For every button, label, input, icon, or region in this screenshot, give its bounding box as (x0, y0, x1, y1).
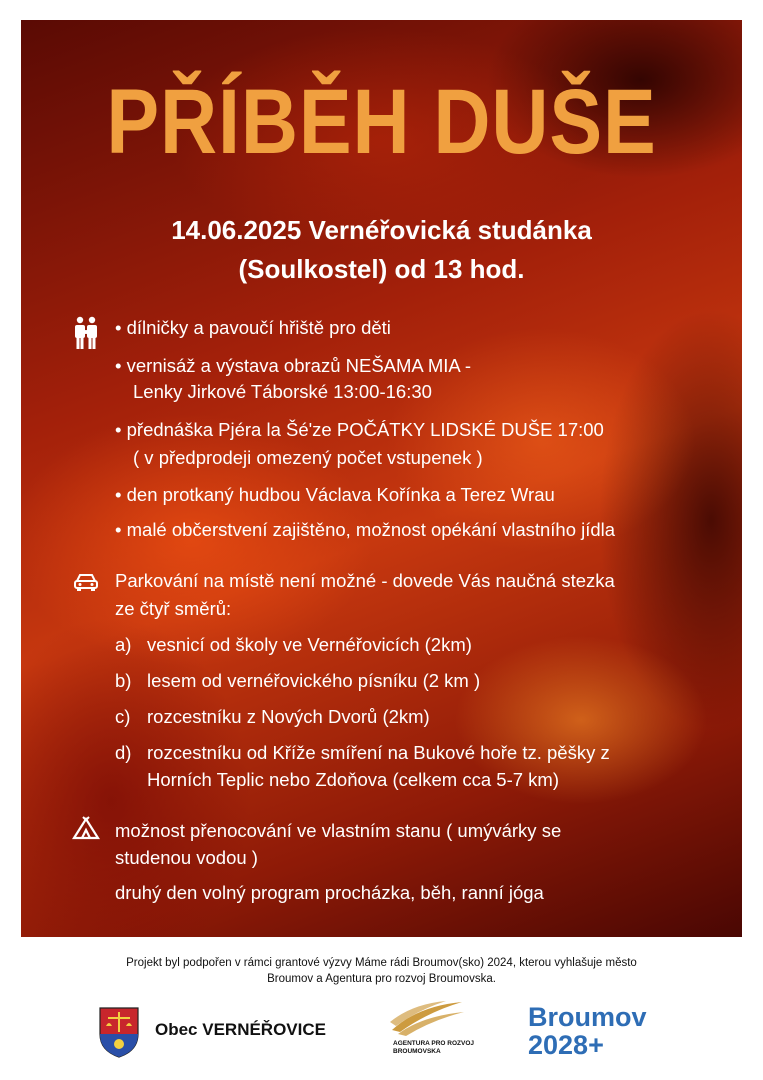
route-marker: d) (115, 742, 132, 763)
route-text: rozcestníku od Kříže smíření na Bukové hoře tz. pěšky z (147, 742, 610, 763)
activity-item: • den protkaný hudbou Václava Kořínka a Terez Wrau (115, 484, 555, 505)
broumov-line: 2028+ (528, 1030, 604, 1060)
activity-item: • přednáška Pjéra la Šé'ze POČÁTKY LIDSKÉ DUŠE 17:00 (115, 419, 604, 440)
activity-item: • malé občerstvení zajištěno, možnost opékání vlastního jídla (115, 519, 616, 540)
route-text: lesem od vernéřovického písníku (2 km ) (147, 670, 481, 691)
date-line-1: 14.06.2025 Vernéřovická studánka (171, 215, 592, 245)
parking-text: Parkování na místě není možné - dovede Vás naučná stezka (115, 570, 615, 591)
municipality-name: Obec VERNÉŘOVICE (155, 1020, 326, 1039)
route-text: vesnicí od školy ve Vernéřovicích (2km) (147, 634, 472, 655)
agency-name (393, 1040, 474, 1056)
agency-line: AGENTURA PRO ROZVOJ (393, 1040, 475, 1047)
agency-logo-icon (388, 1000, 466, 1036)
route-text: Horních Teplic nebo Zdoňova (celkem cca 5-7 km) (147, 769, 559, 790)
activity-item: Lenky Jirkové Táborské 13:00-16:30 (133, 381, 432, 402)
route-text: rozcestníku z Nových Dvorů (2km) (147, 706, 430, 727)
agency-line: BROUMOVSKA (393, 1048, 441, 1055)
grant-line: Projekt byl podpořen v rámci grantové výzvy Máme rádi Broumov(sko) 2024, kterou vyhlašuje město (126, 957, 637, 969)
tent-icon (71, 816, 101, 840)
grant-note (0, 955, 763, 987)
coat-of-arms-icon (98, 1006, 140, 1058)
car-icon (73, 572, 99, 592)
route-marker: a) (115, 634, 132, 655)
camping-text: studenou vodou ) (115, 847, 258, 868)
route-marker: c) (115, 706, 131, 727)
broumov-line: Broumov (528, 1002, 647, 1032)
broumov-logo (528, 1003, 647, 1059)
event-poster (21, 20, 742, 937)
activity-item: • vernisáž a výstava obrazů NEŠAMA MIA - (115, 355, 472, 376)
activity-item: ( v předprodeji omezený počet vstupenek ) (133, 447, 483, 468)
day-two-text: druhý den volný program procházka, běh, ranní jóga (115, 882, 544, 903)
parking-text: ze čtyř směrů: (115, 598, 232, 619)
grant-line: Broumov a Agentura pro rozvoj Broumovska. (267, 973, 496, 985)
family-icon (73, 316, 99, 350)
poster-title: PŘÍBĚH DUŠE (106, 71, 657, 173)
camping-text: možnost přenocování ve vlastním stanu ( umývárky se (115, 820, 562, 841)
activity-item: • dílničky a pavoučí hřiště pro děti (115, 317, 391, 338)
route-marker: b) (115, 670, 132, 691)
date-line-2: (Soulkostel) od 13 hod. (238, 254, 525, 284)
